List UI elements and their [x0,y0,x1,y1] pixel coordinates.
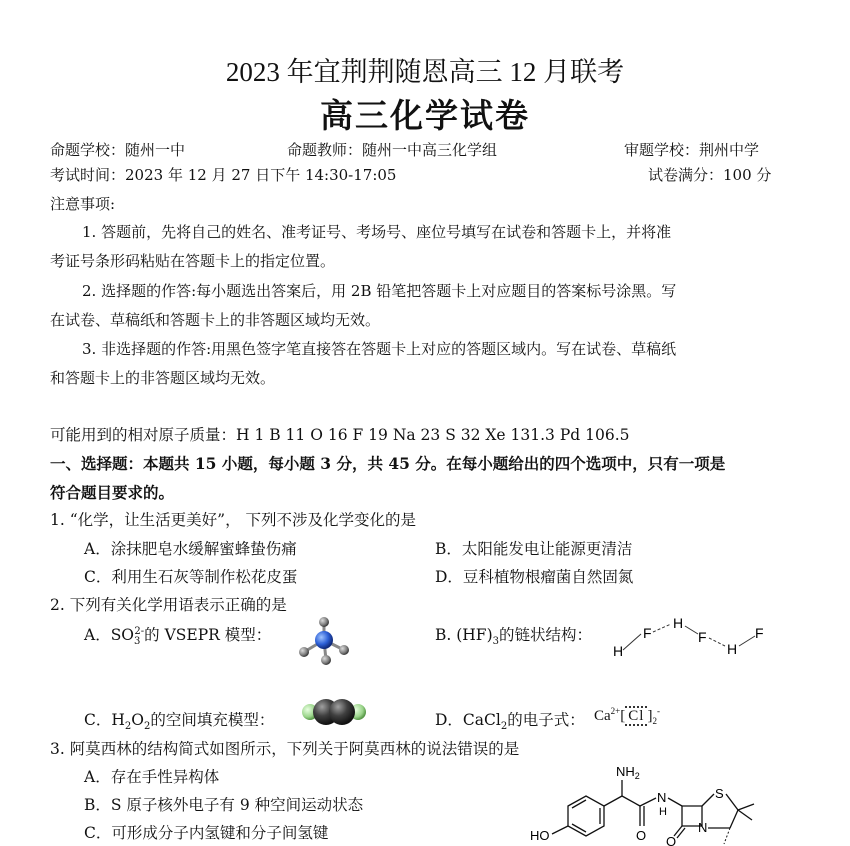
full-score: 试卷满分：100 分 [648,166,772,184]
exam-time: 考试时间：2023 年 12 月 27 日下午 14:30-17:05 [50,166,397,184]
label-h: H [659,806,667,818]
q1-stem: 1. “化学，让生活更美好”， 下列不涉及化学变化的是 [50,511,416,529]
label-o2: O [666,834,677,846]
notice-item1-line1: 1. 答题前，先将自己的姓名、准考证号、考场号、座位号填写在试卷和答题卡上，并将准 [82,223,672,241]
q1-option-b: B．太阳能发电让能源更清洁 [435,540,633,558]
notice-heading: 注意事项: [50,195,116,213]
exam-title: 2023 年宜荆荆随恩高三 12 月联考 [225,57,625,87]
proposer-teacher: 命题教师：随州一中高三化学组 [287,141,498,159]
proposer-school: 命题学校：随州一中 [50,141,186,159]
hf-chain-structure [605,614,775,660]
q3-option-a: A．存在手性异构体 [84,768,220,786]
hf-atom-h2: H [673,615,684,631]
notice-item2-line2: 在试卷、草稿纸和答题卡上的非答题区域均无效。 [50,311,381,329]
label-s: S [715,786,724,801]
label-n1: N [657,790,667,805]
q3-option-b: B．S 原子核外电子有 9 种空间运动状态 [84,796,364,814]
label-n2: N [698,820,708,835]
q2-option-a: A．$SO_3^{2-}$的 VSEPR 模型： [84,625,272,648]
notice-item2-line1: 2. 选择题的作答:每小题选出答案后，用 2B 铅笔把答题卡上对应题目的答案标号涂黑。写 [82,282,677,300]
q1-option-a: A．涂抹肥皂水缓解蜜蜂蛰伤痛 [84,540,297,558]
notice-item1-line2: 考证号条形码粘贴在答题卡上的指定位置。 [50,252,336,270]
hf-atom-f2: F [698,629,707,645]
hf-atom-h1: H [613,643,624,659]
label-nh2: $NH_2$ [616,764,640,781]
hf-atom-f3: F [755,625,764,641]
q2-option-d: D．CaCl$_2$的电子式： [435,711,585,733]
vsepr-model-image [296,616,354,666]
hf-atom-f1: F [643,625,652,641]
reviewer-school: 审题学校：荆州中学 [624,141,760,159]
paper-title: 高三化学试卷 [320,96,530,135]
q1-option-d: D．豆科植物根瘤菌自然固氮 [435,568,634,586]
label-o1: O [636,828,647,843]
q2-option-b: B. $(HF)_3$的链状结构： [435,626,593,648]
h2o2-space-filling-model [300,698,368,726]
q3-stem: 3. 阿莫西林的结构简式如图所示，下列关于阿莫西林的说法错误的是 [50,740,520,758]
cacl2-electron-formula: $Ca^{2+}$[ Cl ]$_2^-$ [594,706,660,726]
section1-heading-line1: 一、选择题：本题共 15 小题，每小题 3 分，共 45 分。在每小题给出的四个选项中，只有一项是 [50,454,726,473]
notice-item3-line1: 3. 非选择题的作答:用黑色签字笔直接答在答题卡上对应的答题区域内。写在试卷、草稿纸 [82,340,677,358]
hf-atom-h3: H [727,641,738,657]
atomic-mass-line: 可能用到的相对原子质量：H 1 B 11 O 16 F 19 Na 23 S 32 Xe 131.3 Pd 106.5 [50,426,630,444]
q1-option-c: C．利用生石灰等制作松花皮蛋 [84,568,298,586]
q2-stem: 2. 下列有关化学用语表示正确的是 [50,596,287,614]
amoxicillin-structure [528,758,768,846]
notice-item3-line2: 和答题卡上的非答题区域均无效。 [50,369,276,387]
q2-option-c: C．$H_2O_2$的空间填充模型： [84,711,275,733]
section1-heading-line2: 符合题目要求的。 [50,483,175,502]
label-ho: HO [530,828,550,843]
q3-option-c: C．可形成分子内氢键和分子间氢键 [84,824,329,842]
